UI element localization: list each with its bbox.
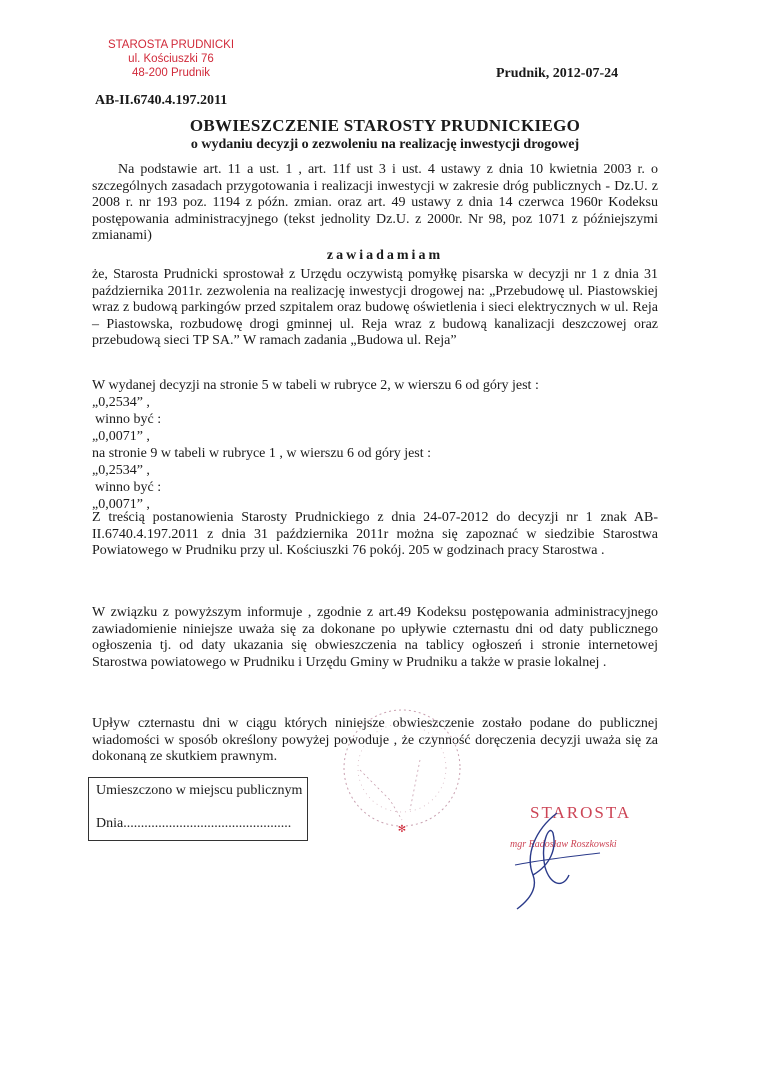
sender-stamp (96, 38, 246, 80)
correction-line: W wydanej decyzji na stronie 5 w tabeli w rubryce 2, w wierszu 6 od góry jest : (92, 378, 539, 393)
stamp-line-city: 48-200 Prudnik (132, 67, 210, 79)
official-seal-stamp (330, 700, 480, 840)
handwritten-signature (495, 805, 615, 915)
correction-line: na stronie 9 w tabeli w rubryce 1 , w wierszu 6 od góry jest : (92, 446, 432, 461)
correction-line: winno być : (95, 480, 162, 495)
signatory-name: mgr Radosław Roszkowski (510, 839, 617, 850)
correction-line: „0,2534” , (92, 395, 150, 410)
notify-heading: zawiadamiam (326, 248, 444, 263)
svg-text:✻: ✻ (397, 824, 407, 835)
posting-box-label: Umieszczono w miejscu publicznym (96, 783, 303, 798)
document-title: OBWIESZCZENIE STAROSTY PRUDNICKIEGO (189, 116, 581, 135)
announcement-paragraph: że, Starosta Prudnicki sprostował z Urzędu oczywistą pomyłkę pisarska w decyzji nr 1 z dnia 31 października 2011r. zezwolenia na realizację inwestycji drogowej na: „Przebudowę ul. Piastowskiej wraz z budową parkingów przed szpitalem oraz budowę oświetlenia i sieci elektrycznych w ul. Reja – Piastowska, rozbudowę drogi gminnej ul. Reja wraz z budową kanalizacji deszczowej oraz przebudową sieci TP SA.” W ramach zadania „Budowa ul. Reja” (92, 267, 658, 348)
correction-line: „0,0071” , (92, 497, 150, 512)
place-and-date: Prudnik, 2012-07-24 (496, 66, 619, 81)
reference-number: AB-II.6740.4.197.2011 (95, 93, 228, 108)
signature-office-title: STAROSTA (530, 803, 632, 822)
legal-paragraph: W związku z powyższym informuje , zgodnie z art.49 Kodeksu postępowania administracyjnego zawiadomienie niniejsze uważa się za dokonane po upływie czternastu dni od daty publicznego ogłoszenia tj. od daty ukazania się obwieszczenia na tablicy ogłoszeń i stronie internetowej Starostwa powiatowego w Prudniku i Urzędu Gminy w Prudniku a także w prasie lokalnej . (92, 605, 658, 670)
closing-paragraph: Upływ czternastu dni w ciągu których niniejsze obwieszczenie zostało podane do publicznej wiadomości w sposób określony powyżej powoduje , że czynność doręczenia decyzji uważa się za dokonaną ze skutkiem prawnym. (92, 716, 658, 764)
stamp-line-street: ul. Kościuszki 76 (128, 53, 214, 65)
corrections-block (92, 377, 658, 513)
document-subtitle: o wydaniu decyzji o zezwoleniu na realizację inwestycji drogowej (190, 137, 580, 152)
posting-box (88, 777, 308, 841)
stamp-line-office: STAROSTA PRUDNICKI (107, 39, 235, 51)
correction-line: „0,0071” , (92, 429, 150, 444)
correction-line: winno być : (95, 412, 162, 427)
posting-date-field: Dnia................................................ (96, 816, 292, 831)
access-paragraph: Z treścią postanowienia Starosty Prudnickiego z dnia 24-07-2012 do decyzji nr 1 znak AB-II.6740.4.197.2011 z dnia 31 października 2011r można się zapoznać w siedzibie Starostwa Powiatowego w Prudniku przy ul. Kościuszki 76 pokój. 205 w godzinach pracy Starostwa . (92, 510, 658, 558)
correction-line: „0,2534” , (92, 463, 150, 478)
intro-paragraph: Na podstawie art. 11 a ust. 1 , art. 11f ust 3 i ust. 4 ustawy z dnia 10 kwietnia 2003 r. o szczególnych zasadach przygotowania i realizacji inwestycji w zakresie dróg publicznych - Dz.U. z 2008 r. nr 193 poz. 1194 z późn. zmian. oraz art. 49 ustawy z dnia 14 czerwca 1960r Kodeksu postępowania administracyjnego (tekst jednolity Dz.U. z 2000r. Nr 98, poz 1071 z późniejszymi zmianami) (92, 162, 658, 243)
